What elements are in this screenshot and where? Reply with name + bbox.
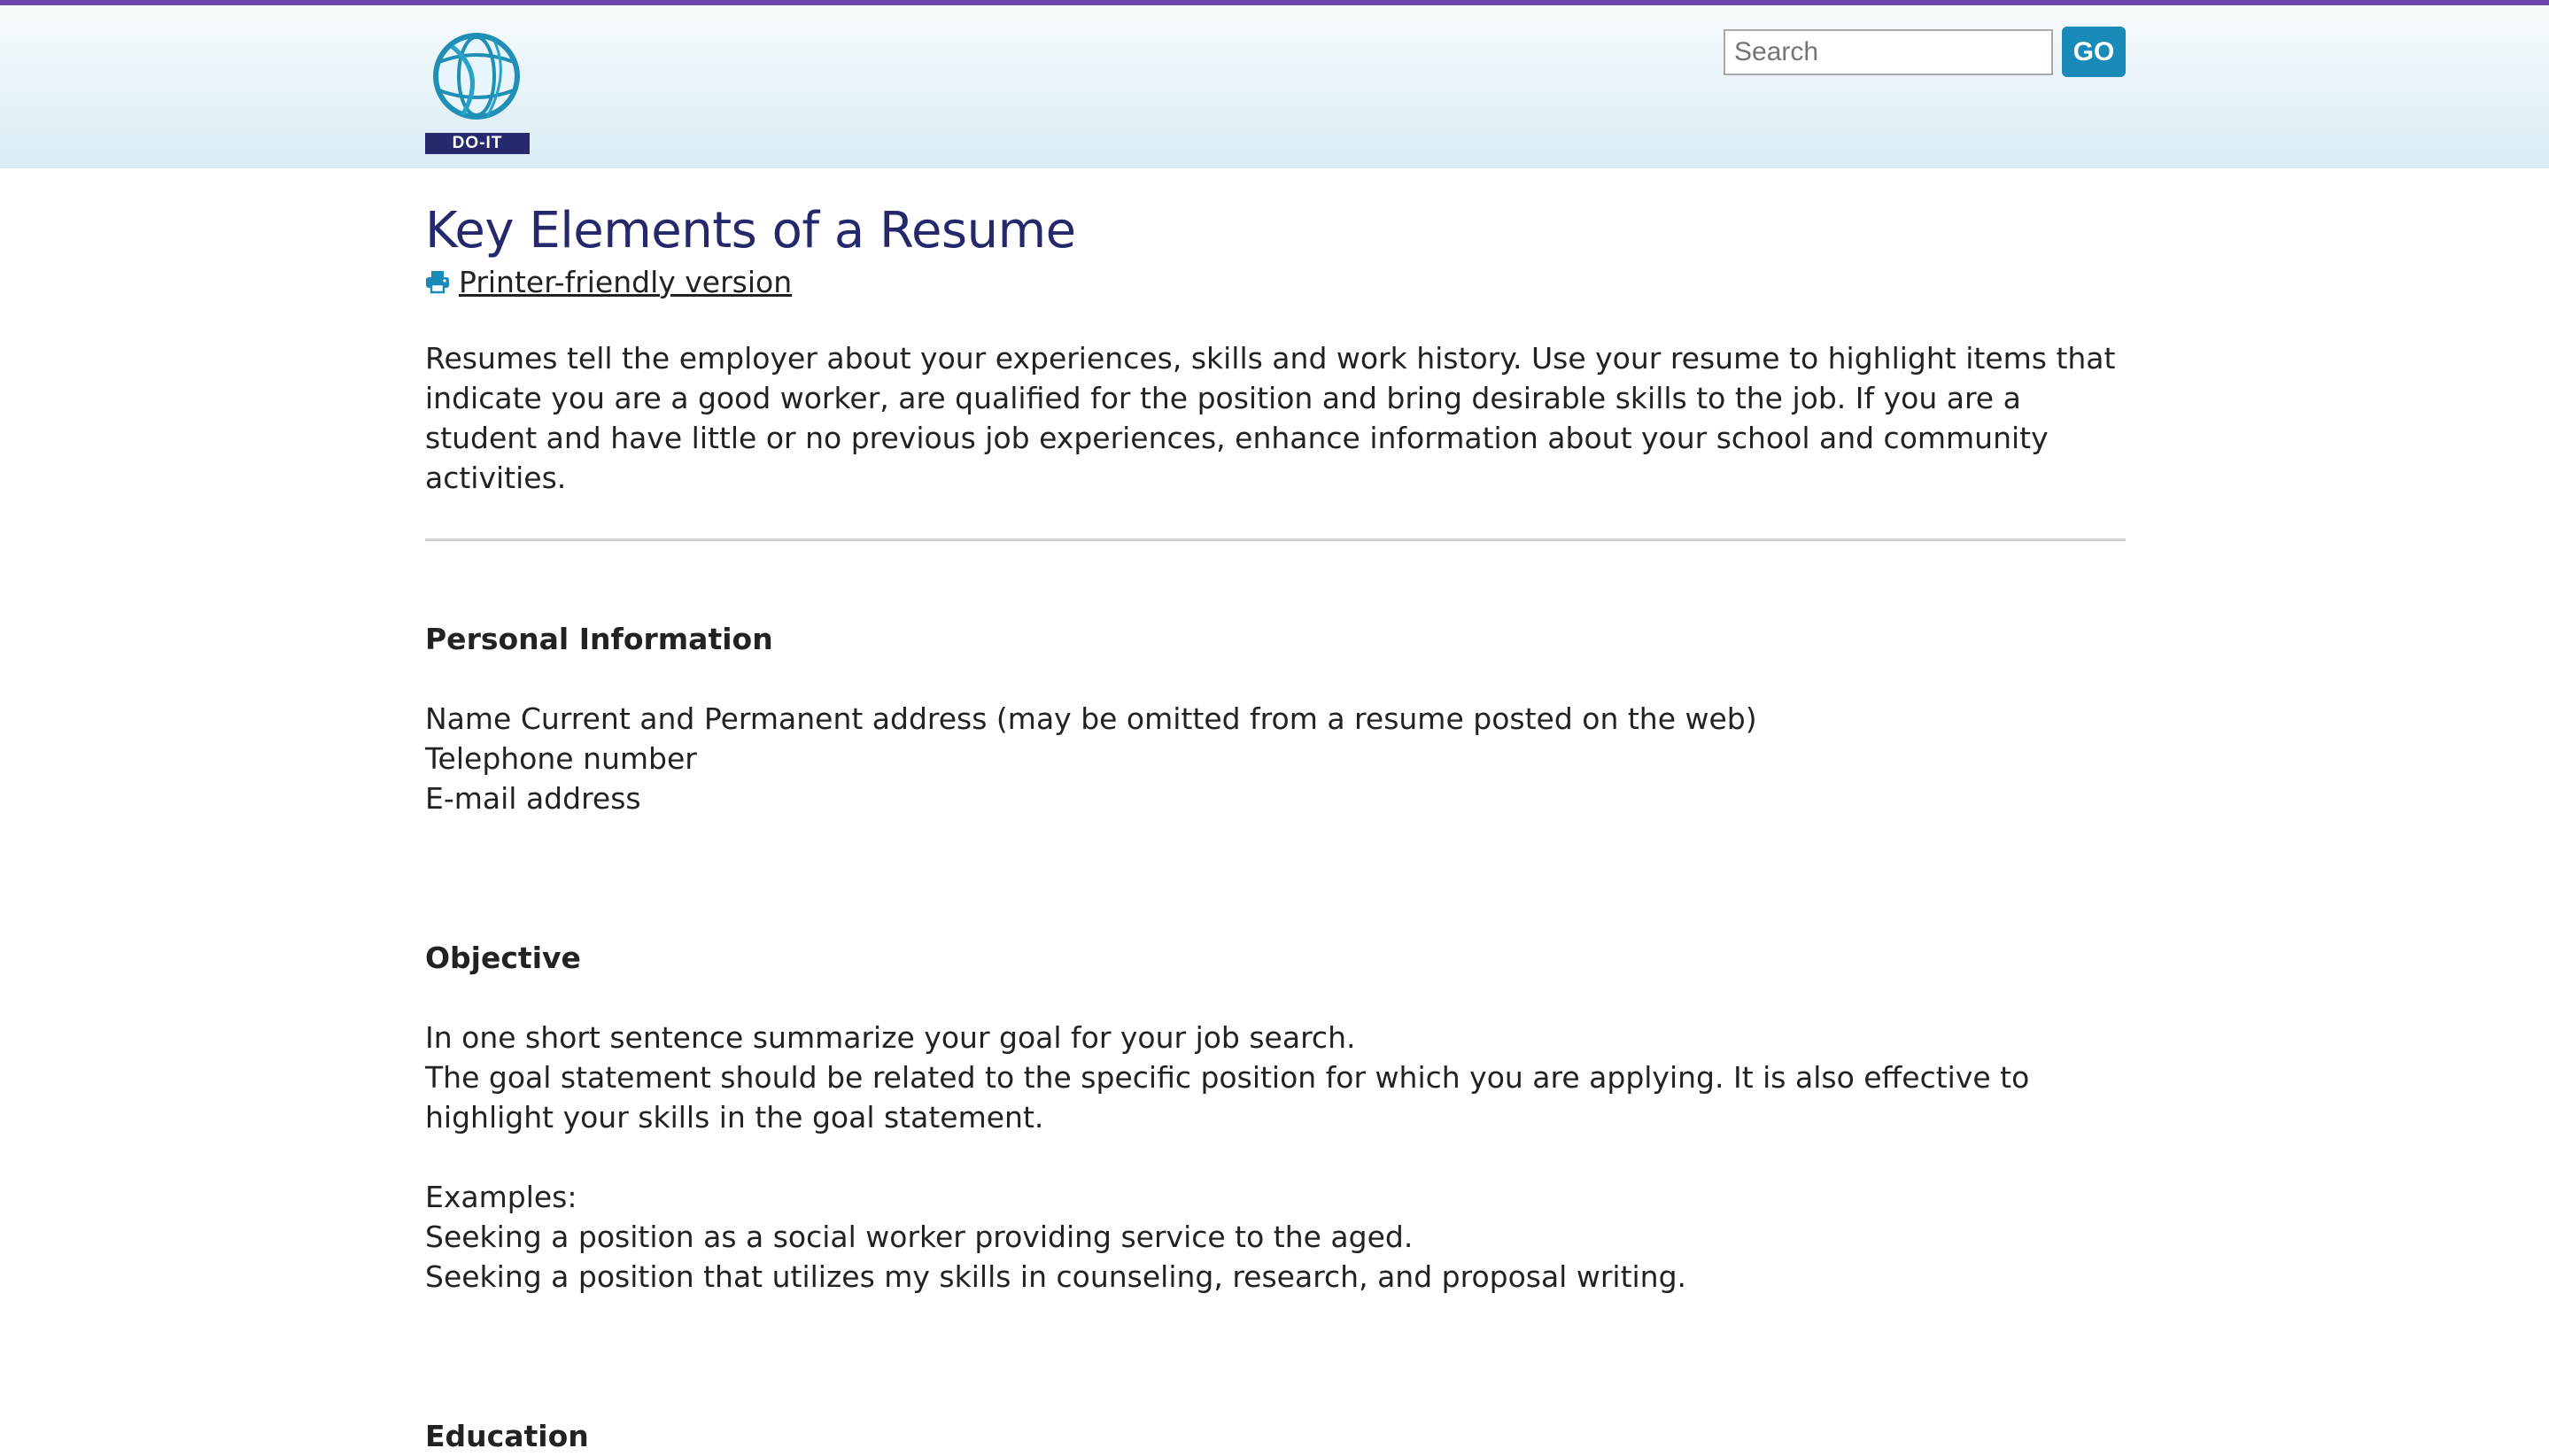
printer-icon — [425, 269, 450, 294]
page-title: Key Elements of a Resume — [425, 202, 1076, 259]
printer-link-label: Printer-friendly version — [459, 264, 793, 299]
intro-paragraph: Resumes tell the employer about your experiences, skills and work history. Use your resume to highlight items that indicate you are a good worker, are qualified for the position and bring desirable skills to the job. If you are a student and have little or no previous job experiences, enhance information about your school and community activities. — [425, 341, 2116, 495]
main-content — [425, 168, 2126, 1456]
globe-icon — [425, 30, 530, 126]
go-button[interactable]: GO — [2062, 27, 2126, 77]
personal-info-line: Telephone number — [425, 741, 697, 776]
logo-text: DO-IT — [425, 133, 530, 154]
printer-friendly-link[interactable] — [425, 262, 2126, 301]
personal-information-list — [425, 699, 2126, 818]
section-title-education: Education — [425, 1419, 589, 1453]
personal-info-line: E-mail address — [425, 781, 641, 816]
personal-info-line: Name Current and Permanent address (may be omitted from a resume posted on the web) — [425, 701, 1757, 736]
do-it-logo[interactable] — [425, 30, 530, 154]
section-title-personal-information: Personal Information — [425, 622, 773, 656]
example-line: Seeking a position that utilizes my skills in counseling, research, and proposal writing. — [425, 1259, 1687, 1294]
divider — [425, 538, 2126, 541]
objective-body — [425, 1018, 2126, 1137]
examples-label: Examples: — [425, 1180, 577, 1214]
section-title-objective: Objective — [425, 941, 581, 975]
site-header — [0, 5, 2549, 168]
example-line: Seeking a position as a social worker providing service to the aged. — [425, 1220, 1414, 1254]
objective-examples — [425, 1177, 2126, 1297]
objective-line: The goal statement should be related to the specific position for which you are applying. It is also effective to highlight your skills in the goal statement. — [425, 1060, 2030, 1135]
objective-line: In one short sentence summarize your goal for your job search. — [425, 1020, 1356, 1055]
search-input[interactable] — [1724, 29, 2053, 75]
